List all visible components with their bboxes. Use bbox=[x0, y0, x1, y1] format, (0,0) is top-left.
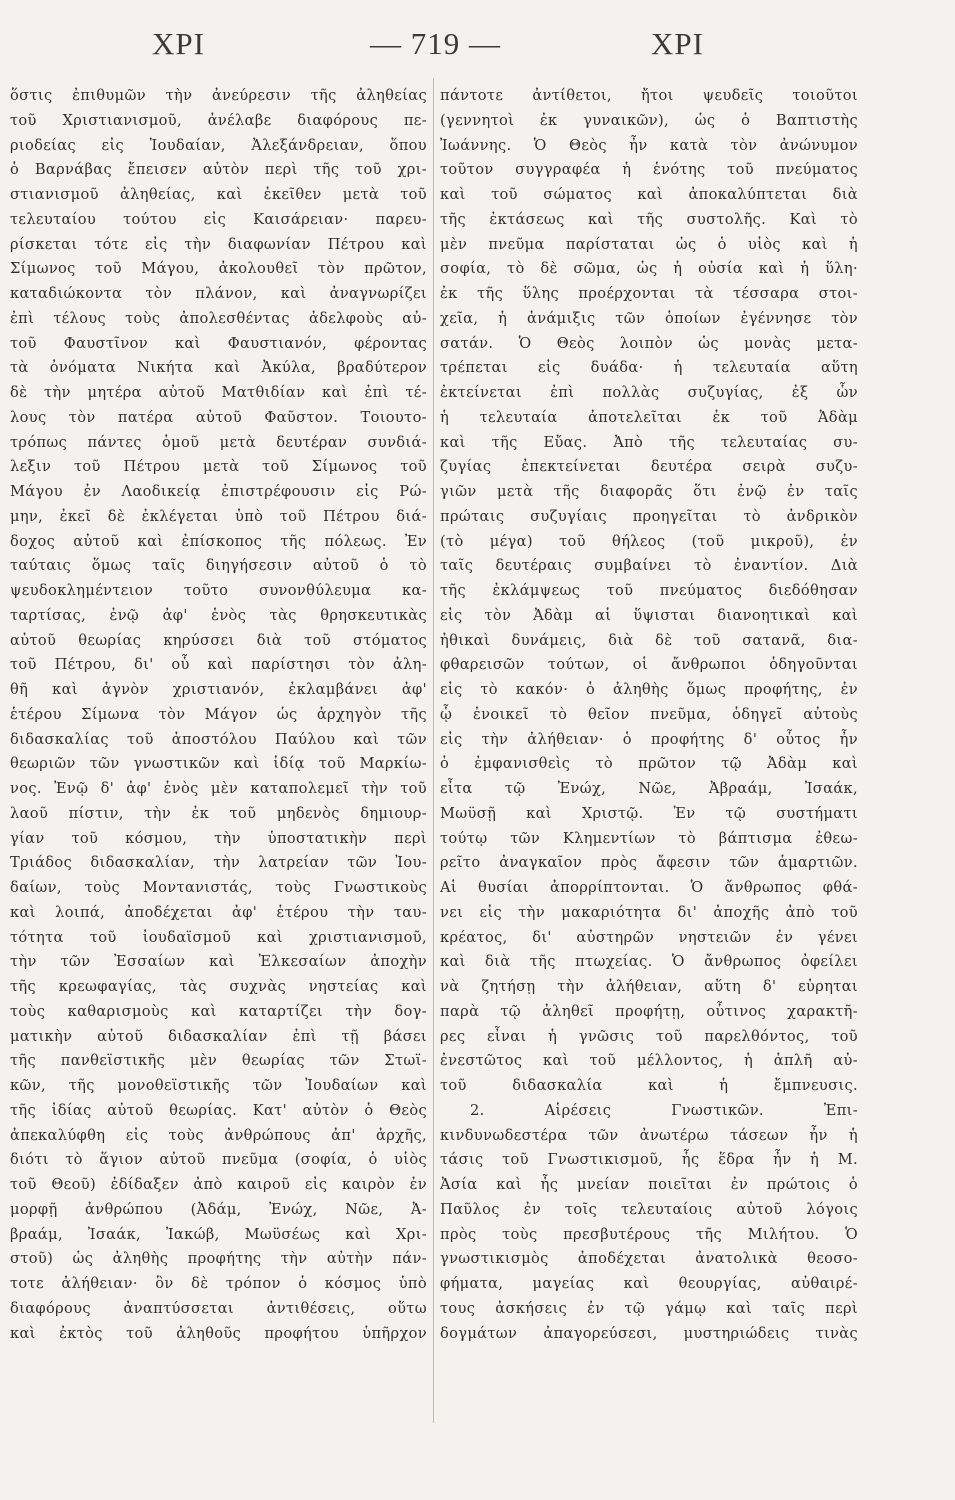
text-line: λαοῦ πίστιν, τὴν ἐκ τοῦ μηδενὸς δημιουρ- bbox=[10, 804, 427, 822]
text-line: ἑτέρου Σίμωνα τὸν Μάγον ὡς ἀρχηγὸν τῆς bbox=[10, 705, 427, 723]
text-line: τάσις τοῦ Γνωστικισμοῦ, ἧς ἕδρα ἦν ἡ Μ. bbox=[440, 1151, 858, 1169]
text-line: ἠθικαὶ δυνάμεις, διὰ δὲ τοῦ σατανᾶ, δια- bbox=[440, 631, 858, 649]
text-line: εἰς τὸ κακόν· ὁ ἀληθὴς ὅμως προφήτης, ἐν bbox=[440, 681, 858, 698]
text-line: λους τὸν πατέρα αὐτοῦ Φαῦστον. Τοιουτο- bbox=[10, 408, 427, 426]
text-line: πρὸς τοὺς πρεσβυτέρους τῆς Μιλήτου. Ὁ bbox=[440, 1225, 858, 1243]
text-line: Σίμωνος τοῦ Μάγου, ἀκολουθεῖ τὸν πρῶτον, bbox=[10, 260, 427, 278]
text-line: ματικὴν αὐτοῦ διδασκαλίαν ἐπὶ τῇ βάσει bbox=[10, 1027, 427, 1045]
text-line: (γεννητοὶ ἐκ γυναικῶν), ὡς ὁ Βαπτιστὴς bbox=[440, 111, 858, 129]
text-line: θῆ καὶ ἁγνὸν χριστιανόν, ἐκλαμβάνει ἀφ' bbox=[10, 681, 427, 698]
text-line: χεῖα, ἡ ἀνάμιξις τῶν ὁποίων ἐγέννησε τὸν bbox=[440, 309, 858, 327]
text-line: καταδιώκοντα τὸν πλάνον, καὶ ἀναγνωρίζει bbox=[10, 285, 427, 302]
text-line: κρέατος, δι' αὐστηρῶν νηστειῶν ἐν γένει bbox=[440, 928, 858, 946]
text-line: τους ἀσκήσεις ἐν τῷ γάμῳ καὶ ταῖς περὶ bbox=[440, 1299, 858, 1317]
text-line: ρίσκεται τότε εἰς τὴν διαφωνίαν Πέτρου καὶ bbox=[10, 235, 427, 253]
text-line: φήματα, μαγείας καὶ θεουργίας, αὐθαιρέ- bbox=[440, 1275, 858, 1292]
text-line: ταρτίσας, ἐνῷ ἀφ' ἑνὸς τὰς θρησκευτικὰς bbox=[10, 606, 427, 624]
text-line: μην, ἐκεῖ δὲ ἐκλέγεται ὑπὸ τοῦ Πέτρου διά- bbox=[10, 507, 427, 525]
text-line: γίαν τοῦ κόσμου, τὴν ὑποστατικὴν περὶ bbox=[10, 829, 427, 847]
text-line: εἰς τὴν ἀλήθειαν· ὁ προφήτης δ' οὗτος ἦν bbox=[440, 730, 858, 748]
text-line: ρες εἶναι ἡ γνῶσις τοῦ παρελθόντος, τοῦ bbox=[440, 1027, 858, 1045]
text-line: γιῶν μετὰ τῆς διαφορᾶς ὅτι ἐνῷ ἐν ταῖς bbox=[440, 483, 858, 500]
right-column bbox=[440, 84, 858, 1346]
text-line: ριοδείας εἰς Ἰουδαίαν, Ἀλεξάνδρειαν, ὅπου bbox=[10, 136, 427, 154]
text-line: σατάν. Ὁ Θεὸς λοιπὸν ὡς μονὰς μετα- bbox=[440, 334, 858, 352]
text-line: τοῦ διδασκαλία καὶ ἡ ἔμπνευσις. bbox=[440, 1077, 858, 1094]
text-line: τοὺς καθαρισμοὺς καὶ καταρτίζει τὴν δογ- bbox=[10, 1002, 427, 1020]
text-line: ὅστις ἐπιθυμῶν τὴν ἀνεύρεσιν τῆς ἀληθείας bbox=[10, 87, 427, 104]
text-line: μορφῇ ἀνθρώπου (Ἀδάμ, Ἐνώχ, Νῶε, Ἀ- bbox=[10, 1200, 427, 1218]
text-line: 2. Αἱρέσεις Γνωστικῶν. Ἐπι- bbox=[470, 1101, 858, 1119]
text-line: καὶ τῆς Εὔας. Ἀπὸ τῆς τελευταίας συ- bbox=[440, 433, 858, 451]
text-line: ἐπὶ τέλους τοὺς ἀπολεσθέντας ἀδελφοὺς αὐ- bbox=[10, 309, 427, 327]
text-line: καὶ λοιπά, ἀποδέχεται ἀφ' ἑτέρου τὴν ταυ- bbox=[10, 903, 427, 921]
text-line: κινδυνωδεστέρα τῶν ἀνωτέρω τάσεων ἦν ἡ bbox=[440, 1126, 858, 1144]
text-line: νει εἰς τὴν μακαριότητα δι' ἀποχῆς ἀπὸ τοῦ bbox=[440, 903, 858, 921]
text-line: ψευδοκλημέντειον τοῦτο συνονθύλευμα κα- bbox=[10, 582, 427, 599]
text-line: ᾧ ἐνοικεῖ τὸ θεῖον πνεῦμα, ὁδηγεῖ αὐτοὺς bbox=[440, 705, 858, 723]
text-line: θεωριῶν τῶν γνωστικῶν καὶ ἰδίᾳ τοῦ Μαρκίω- bbox=[10, 755, 427, 773]
header-left-entry: ΧΡΙ bbox=[152, 26, 205, 61]
text-line: καὶ ἐκτὸς τοῦ ἀληθοῦς προφήτου ὑπῆρχον bbox=[10, 1324, 427, 1342]
text-line: στοῦ) ὡς ἀληθὴς προφήτης τὴν αὐτὴν πάν- bbox=[10, 1250, 427, 1268]
text-line: τῆς ἐκτάσεως καὶ τῆς συστολῆς. Καὶ τὸ bbox=[440, 210, 858, 228]
left-column bbox=[10, 84, 427, 1346]
text-line: ζυγίας ἐπεκτείνεται δευτέρα σειρὰ συζυ- bbox=[440, 458, 858, 476]
text-line: στιανισμοῦ ἀληθείας, καὶ ἐκεῖθεν μετὰ τοῦ bbox=[10, 186, 427, 203]
text-line: τοῦ Θεοῦ) ἐδίδαξεν ἀπὸ καιροῦ εἰς καιρὸν ἐν bbox=[10, 1176, 427, 1193]
text-line: τελευταίου τούτου εἰς Καισάρειαν· παρευ- bbox=[10, 210, 427, 228]
text-line: τρέπεται εἰς δυάδα· ἡ τελευταία αὕτη bbox=[440, 359, 858, 377]
text-line: νος. Ἐνῷ δ' ἀφ' ἑνὸς μὲν καταπολεμεῖ τὴν τοῦ bbox=[10, 780, 427, 797]
text-line: ἐκ τῆς ὕλης προέρχονται τὰ τέσσαρα στοι- bbox=[440, 285, 858, 302]
text-line: ἀπεκαλύφθη εἰς τοὺς ἀνθρώπους ἀπ' ἀρχῆς, bbox=[10, 1126, 427, 1144]
text-line: δογμάτων ἀπαγορεύσεσι, μυστηριώδεις τινὰς bbox=[440, 1324, 858, 1342]
text-line: Παῦλος ἐν τοῖς τελευταίοις αὐτοῦ λόγοις bbox=[440, 1200, 858, 1218]
text-line: τρόπως πάντες ὁμοῦ μετὰ δευτέραν συνδιά- bbox=[10, 433, 427, 451]
text-line: ταύταις ὅμως ταῖς διηγήσεσιν αὐτοῦ ὁ τὸ bbox=[10, 557, 427, 575]
text-line: γνωστικισμὸς ἀποδέχεται ἀνατολικὰ θεοσο- bbox=[440, 1250, 858, 1268]
text-line: μὲν πνεῦμα παρίσταται ὡς ὁ υἱὸς καὶ ἡ bbox=[440, 235, 858, 253]
text-line: λεξιν τοῦ Πέτρου μετὰ τοῦ Σίμωνος τοῦ bbox=[10, 458, 427, 476]
text-line: παρὰ τῷ ἀληθεῖ προφήτῃ, οὗτινος χαρακτῆ- bbox=[440, 1002, 858, 1020]
text-line: διαφόρους ἀναπτύσσεται ἀντιθέσεις, οὕτω bbox=[10, 1299, 427, 1317]
text-line: ταῖς δευτέραις συμβαίνει τὸ ἐναντίον. Διὰ bbox=[440, 557, 858, 575]
text-line: πάντοτε ἀντίθετοι, ἤτοι ψευδεῖς τοιοῦτοι bbox=[440, 87, 858, 104]
text-line: αὐτοῦ θεωρίας κηρύσσει διὰ τοῦ στόματος bbox=[10, 631, 427, 649]
text-line: ἐκτείνεται ἐπὶ πολλὰς συζυγίας, ἐξ ὧν bbox=[440, 384, 858, 401]
text-line: τῆς ἐκλάμψεως τοῦ πνεύματος διεδόθησαν bbox=[440, 582, 858, 599]
text-line: Μάγου ἐν Λαοδικείᾳ ἐπιστρέφουσιν εἰς Ρώ- bbox=[10, 483, 427, 500]
text-line: τῆς πανθεϊστικῆς μὲν θεωρίας τῶν Στωϊ- bbox=[10, 1052, 427, 1070]
text-line: πρώταις συζυγίαις προηγεῖται τὸ ἀνδρικὸν bbox=[440, 507, 858, 525]
text-line: τὰ ὀνόματα Νικήτα καὶ Ἀκύλα, βραδύτερον bbox=[10, 359, 427, 377]
text-line: καὶ διὰ τῆς πτωχείας. Ὁ ἄνθρωπος ὀφείλει bbox=[440, 953, 858, 971]
text-line: (τὸ μέγα) τοῦ θήλεος (τοῦ μικροῦ), ἐν bbox=[440, 532, 858, 550]
text-line: ἡ τελευταία ἀποτελεῖται ἐκ τοῦ Ἀδὰμ bbox=[440, 408, 858, 426]
text-line: τότητα τοῦ ἰουδαϊσμοῦ καὶ χριστιανισμοῦ, bbox=[10, 928, 427, 946]
text-line: δοχος αὐτοῦ καὶ ἐπίσκοπος τῆς πόλεως. Ἐν bbox=[10, 532, 427, 550]
text-line: νὰ ζητήσῃ τὴν ἀλήθειαν, αὕτη δ' εὑρηται bbox=[440, 978, 858, 995]
page-header bbox=[0, 26, 955, 66]
text-line: σοφία, τὸ δὲ σῶμα, ὡς ἡ οὐσία καὶ ἡ ὕλη· bbox=[440, 260, 858, 278]
text-line: τῆς ἰδίας αὐτοῦ θεωρίας. Κατ' αὐτὸν ὁ Θεὸς bbox=[10, 1101, 427, 1119]
text-line: βραάμ, Ἰσαάκ, Ἰακώβ, Μωϋσέως καὶ Χρι- bbox=[10, 1225, 427, 1243]
text-line: τοῦ Φαυστῖνον καὶ Φαυστιανόν, φέροντας bbox=[10, 334, 427, 352]
text-line: Αἱ θυσίαι ἀπορρίπτονται. Ὁ ἄνθρωπος φθά- bbox=[440, 879, 858, 896]
text-line: τοῦ Πέτρου, δι' οὗ καὶ παρίστησι τὸν ἀλη- bbox=[10, 656, 427, 674]
text-line: καὶ τοῦ σώματος καὶ ἀποκαλύπτεται διὰ bbox=[440, 186, 858, 203]
text-line: διότι τὸ ἅγιον αὐτοῦ πνεῦμα (σοφία, ὁ υἱὸς bbox=[10, 1151, 427, 1169]
text-line: τοτε ἀλήθειαν· ὃν δὲ τρόπον ὁ κόσμος ὑπὸ bbox=[10, 1275, 427, 1292]
text-line: τοῦ Χριστιανισμοῦ, ἀνέλαβε διαφόρους πε- bbox=[10, 111, 427, 129]
column-divider bbox=[433, 78, 434, 1423]
text-line: ὁ Βαρνάβας ἔπεισεν αὐτὸν περὶ τῆς τοῦ χρι- bbox=[10, 161, 427, 179]
text-line: τούτῳ τῶν Κλημεντίων τὸ βάπτισμα ἐθεω- bbox=[440, 829, 858, 847]
text-line: κῶν, τῆς μονοθεϊστικῆς τῶν Ἰουδαίων καὶ bbox=[10, 1077, 427, 1094]
text-line: Ἰωάννης. Ὁ Θεὸς ἦν κατὰ τὸν ἀνώνυμον bbox=[440, 136, 858, 154]
text-line: τῆς κρεωφαγίας, τὰς συχνὰς νηστείας καὶ bbox=[10, 978, 427, 995]
text-line: τοῦτον συγγραφέα ἡ ἑνότης τοῦ πνεύματος bbox=[440, 161, 858, 179]
text-line: ρεῖτο ἀναγκαῖον πρὸς ἄφεσιν τῶν ἁμαρτιῶν. bbox=[440, 854, 858, 872]
text-line: φθαρεισῶν τούτων, οἱ ἄνθρωποι ὁδηγοῦνται bbox=[440, 656, 858, 674]
text-line: Μωϋσῇ καὶ Χριστῷ. Ἐν τῷ συστήματι bbox=[440, 804, 858, 822]
text-line: τὴν τῶν Ἐσσαίων καὶ Ἐλκεσαίων ἀποχὴν bbox=[10, 953, 427, 971]
text-line: ὁ ἐμφανισθεὶς τὸ πρῶτον τῷ Ἀδὰμ καὶ bbox=[440, 755, 858, 773]
text-line: ἐνεστῶτος καὶ τοῦ μέλλοντος, ἡ ἁπλῆ αὐ- bbox=[440, 1052, 858, 1070]
text-line: Ἀσία καὶ ἧς μνείαν ποιεῖται ἐν πρώτοις ὁ bbox=[440, 1176, 858, 1193]
text-line: δὲ τὴν μητέρα αὐτοῦ Ματθιδίαν καὶ ἐπὶ τέ- bbox=[10, 384, 427, 401]
page-number: — 719 — bbox=[370, 26, 501, 61]
text-line: Τριάδος διδασκαλίαν, τὴν λατρείαν τῶν Ἰου- bbox=[10, 854, 427, 872]
text-line: εἰς τὸν Ἀδὰμ αἱ ὕψισται διανοητικαὶ καὶ bbox=[440, 606, 858, 624]
text-line: εἶτα τῷ Ἐνώχ, Νῶε, Ἀβραάμ, Ἰσαάκ, bbox=[440, 780, 858, 797]
header-right-entry: ΧΡΙ bbox=[651, 26, 704, 61]
text-line: δαίων, τοὺς Μοντανιστάς, τοὺς Γνωστικοὺς bbox=[10, 879, 427, 896]
text-line: διδασκαλίας τοῦ ἀποστόλου Παύλου καὶ τῶν bbox=[10, 730, 427, 748]
